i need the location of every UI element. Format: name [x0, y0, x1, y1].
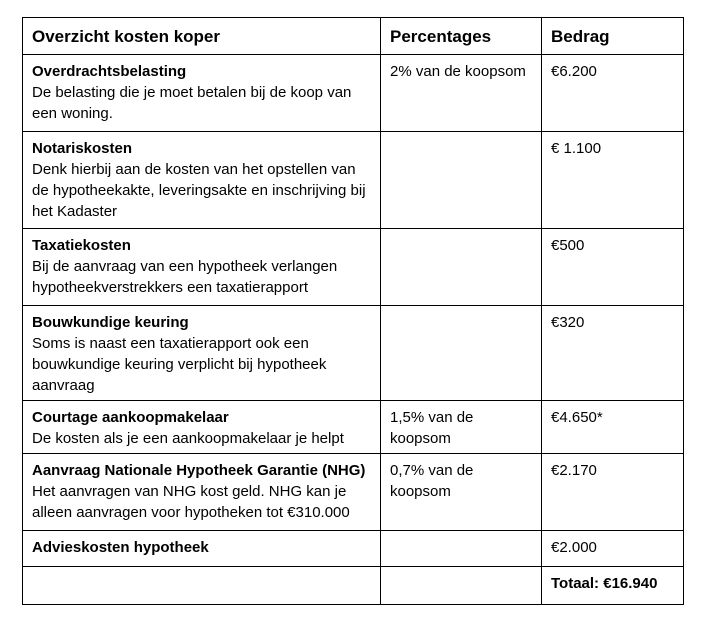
- cost-cell: [23, 229, 381, 306]
- amount-cell: €2.170: [542, 454, 684, 531]
- table-row-courtage-aankoopmakelaar: [23, 401, 684, 454]
- table-row-overdrachtsbelasting: [23, 55, 684, 132]
- cost-description: Denk hierbij aan de kosten van het opstellen van de hypotheekakte, leveringsakte en inschrijving bij het Kadaster: [32, 161, 366, 220]
- cost-title: Taxatiekosten: [32, 237, 131, 254]
- percentage-cell: [381, 531, 542, 567]
- table-row-bouwkundige-keuring: [23, 306, 684, 401]
- cost-cell: [23, 132, 381, 229]
- amount-cell: €4.650*: [542, 401, 684, 454]
- cost-description: Bij de aanvraag van een hypotheek verlangen hypotheekverstrekkers een taxatierapport: [32, 258, 338, 296]
- cost-description: De belasting die je moet betalen bij de koop van een woning.: [32, 84, 352, 122]
- kosten-koper-table: [22, 17, 684, 605]
- cost-cell: [23, 454, 381, 531]
- percentage-cell: [381, 132, 542, 229]
- percentage-cell: 1,5% van de koopsom: [381, 401, 542, 454]
- cost-cell: [23, 401, 381, 454]
- cost-description: Soms is naast een taxatierapport ook een bouwkundige keuring verplicht bij hypotheek aanvraag: [32, 335, 327, 394]
- header-percentages: Percentages: [381, 18, 542, 55]
- percentage-cell: [381, 229, 542, 306]
- cost-title: Bouwkundige keuring: [32, 314, 189, 331]
- table-header-row: [23, 18, 684, 55]
- amount-cell: €2.000: [542, 531, 684, 567]
- cost-title: Courtage aankoopmakelaar: [32, 409, 229, 426]
- cost-description: Het aanvragen van NHG kost geld. NHG kan je alleen aanvragen voor hypotheken tot €310.000: [32, 483, 350, 521]
- percentage-cell: 0,7% van de koopsom: [381, 454, 542, 531]
- header-bedrag: Bedrag: [542, 18, 684, 55]
- cost-title: Advieskosten hypotheek: [32, 539, 209, 556]
- cost-title: Notariskosten: [32, 140, 133, 157]
- percentage-cell: 2% van de koopsom: [381, 55, 542, 132]
- amount-cell: €320: [542, 306, 684, 401]
- cost-cell: [23, 567, 381, 605]
- table-row-notariskosten: [23, 132, 684, 229]
- amount-cell: €500: [542, 229, 684, 306]
- table-row-taxatiekosten: [23, 229, 684, 306]
- amount-cell: €6.200: [542, 55, 684, 132]
- header-overzicht-kosten-koper: Overzicht kosten koper: [23, 18, 381, 55]
- amount-cell: € 1.100: [542, 132, 684, 229]
- table-row-advieskosten-hypotheek: [23, 531, 684, 567]
- total-amount-cell: Totaal: €16.940: [542, 567, 684, 605]
- cost-cell: [23, 306, 381, 401]
- cost-cell: [23, 531, 381, 567]
- cost-title: Overdrachtsbelasting: [32, 63, 187, 80]
- percentage-cell: [381, 306, 542, 401]
- table-row-totaal: [23, 567, 684, 605]
- cost-description: De kosten als je een aankoopmakelaar je helpt: [32, 430, 344, 447]
- cost-title: Aanvraag Nationale Hypotheek Garantie (NHG): [32, 462, 366, 479]
- table-row-nhg: [23, 454, 684, 531]
- cost-cell: [23, 55, 381, 132]
- percentage-cell: [381, 567, 542, 605]
